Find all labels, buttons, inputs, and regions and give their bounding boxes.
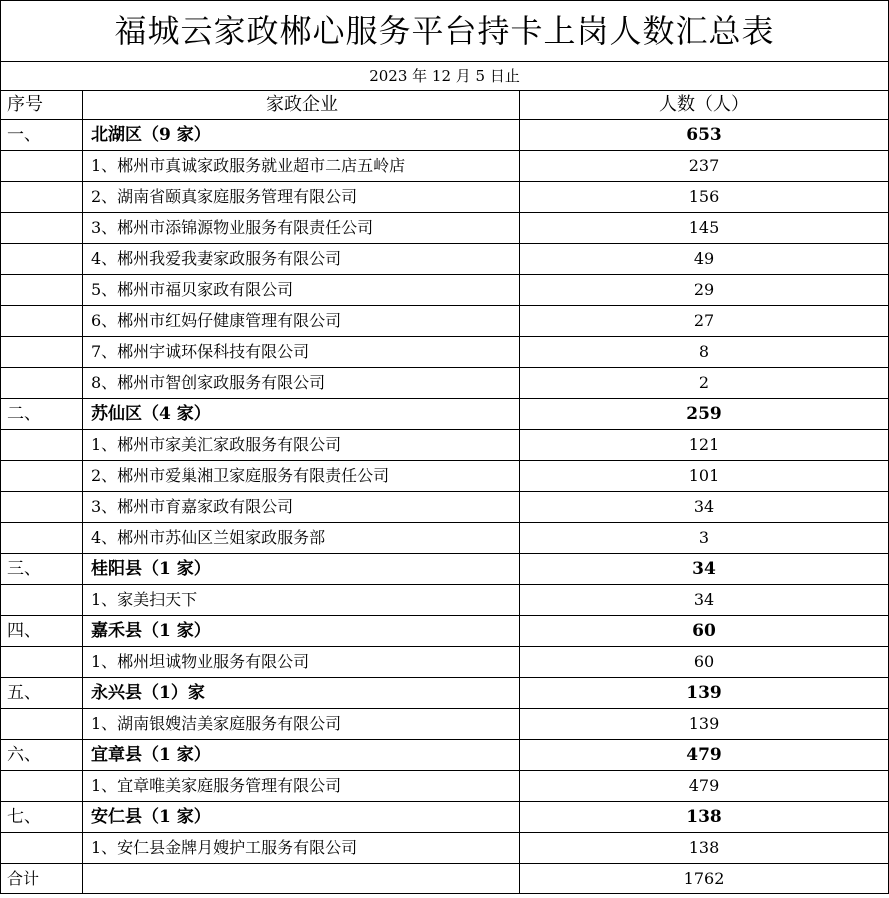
group-no: 四、 (1, 616, 83, 647)
group-row (1, 554, 889, 585)
group-no: 五、 (1, 678, 83, 709)
group-no: 六、 (1, 740, 83, 771)
group-total: 139 (520, 678, 889, 709)
item-count: 101 (520, 461, 889, 492)
table-row (1, 182, 889, 213)
header-count: 人数（人） (520, 91, 889, 120)
item-count: 139 (520, 709, 889, 740)
group-row (1, 616, 889, 647)
header-company: 家政企业 (83, 91, 520, 120)
group-row (1, 678, 889, 709)
item-company: 1、家美扫天下 (83, 585, 520, 616)
header-no: 序号 (1, 91, 83, 120)
group-total: 34 (520, 554, 889, 585)
item-count: 479 (520, 771, 889, 802)
item-company: 5、郴州市福贝家政有限公司 (83, 275, 520, 306)
group-total: 60 (520, 616, 889, 647)
group-total: 479 (520, 740, 889, 771)
item-no-cell (1, 709, 83, 740)
item-count: 49 (520, 244, 889, 275)
group-name: 永兴县（1）家 (83, 678, 520, 709)
item-company: 1、宜章唯美家庭服务管理有限公司 (83, 771, 520, 802)
item-company: 3、郴州市添锦源物业服务有限责任公司 (83, 213, 520, 244)
item-company: 3、郴州市育嘉家政有限公司 (83, 492, 520, 523)
group-no: 一、 (1, 120, 83, 151)
item-no-cell (1, 833, 83, 864)
group-name: 安仁县（1 家） (83, 802, 520, 833)
item-company: 2、湖南省颐真家庭服务管理有限公司 (83, 182, 520, 213)
table-row (1, 368, 889, 399)
total-count: 1762 (520, 864, 889, 894)
item-no-cell (1, 771, 83, 802)
item-no-cell (1, 523, 83, 554)
group-row (1, 120, 889, 151)
item-no-cell (1, 430, 83, 461)
table-row (1, 430, 889, 461)
item-count: 2 (520, 368, 889, 399)
item-count: 156 (520, 182, 889, 213)
item-company: 7、郴州宇诚环保科技有限公司 (83, 337, 520, 368)
table-row (1, 213, 889, 244)
group-row (1, 399, 889, 430)
table-row (1, 771, 889, 802)
group-row (1, 740, 889, 771)
item-count: 3 (520, 523, 889, 554)
item-company: 8、郴州市智创家政服务有限公司 (83, 368, 520, 399)
item-no-cell (1, 306, 83, 337)
table-row (1, 461, 889, 492)
group-no: 七、 (1, 802, 83, 833)
item-count: 138 (520, 833, 889, 864)
item-count: 29 (520, 275, 889, 306)
item-company: 6、郴州市红妈仔健康管理有限公司 (83, 306, 520, 337)
header-row (1, 91, 889, 120)
table-row (1, 337, 889, 368)
item-count: 145 (520, 213, 889, 244)
group-total: 653 (520, 120, 889, 151)
table-row (1, 244, 889, 275)
item-no-cell (1, 244, 83, 275)
item-company: 1、湖南银嫂洁美家庭服务有限公司 (83, 709, 520, 740)
date-row (1, 62, 889, 91)
table-row (1, 647, 889, 678)
page-title: 福城云家政郴心服务平台持卡上岗人数汇总表 (1, 1, 889, 62)
item-no-cell (1, 182, 83, 213)
group-name: 桂阳县（1 家） (83, 554, 520, 585)
group-total: 138 (520, 802, 889, 833)
item-count: 8 (520, 337, 889, 368)
table-row (1, 585, 889, 616)
item-company: 1、郴州坦诚物业服务有限公司 (83, 647, 520, 678)
title-row (1, 1, 889, 62)
item-count: 121 (520, 430, 889, 461)
item-no-cell (1, 492, 83, 523)
group-no: 三、 (1, 554, 83, 585)
table-row (1, 306, 889, 337)
group-no: 二、 (1, 399, 83, 430)
item-count: 237 (520, 151, 889, 182)
item-company: 2、郴州市爱巢湘卫家庭服务有限责任公司 (83, 461, 520, 492)
table-row (1, 523, 889, 554)
group-name: 北湖区（9 家） (83, 120, 520, 151)
item-no-cell (1, 151, 83, 182)
item-no-cell (1, 368, 83, 399)
item-company: 4、郴州市苏仙区兰姐家政服务部 (83, 523, 520, 554)
item-no-cell (1, 275, 83, 306)
group-row (1, 802, 889, 833)
item-no-cell (1, 337, 83, 368)
table-row (1, 492, 889, 523)
item-company: 1、郴州市真诚家政服务就业超市二店五岭店 (83, 151, 520, 182)
item-company: 1、安仁县金牌月嫂护工服务有限公司 (83, 833, 520, 864)
item-no-cell (1, 461, 83, 492)
table-row (1, 151, 889, 182)
item-count: 34 (520, 585, 889, 616)
item-no-cell (1, 585, 83, 616)
table-row (1, 275, 889, 306)
group-name: 宜章县（1 家） (83, 740, 520, 771)
item-count: 34 (520, 492, 889, 523)
group-name: 苏仙区（4 家） (83, 399, 520, 430)
item-company: 4、郴州我爱我妻家政服务有限公司 (83, 244, 520, 275)
item-no-cell (1, 213, 83, 244)
table-row (1, 833, 889, 864)
table-row (1, 709, 889, 740)
total-row (1, 864, 889, 894)
item-company: 1、郴州市家美汇家政服务有限公司 (83, 430, 520, 461)
total-empty-cell (83, 864, 520, 894)
item-count: 60 (520, 647, 889, 678)
group-total: 259 (520, 399, 889, 430)
item-no-cell (1, 647, 83, 678)
item-count: 27 (520, 306, 889, 337)
group-name: 嘉禾县（1 家） (83, 616, 520, 647)
date-label: 2023 年 12 月 5 日止 (1, 62, 889, 91)
total-label: 合计 (1, 864, 83, 894)
